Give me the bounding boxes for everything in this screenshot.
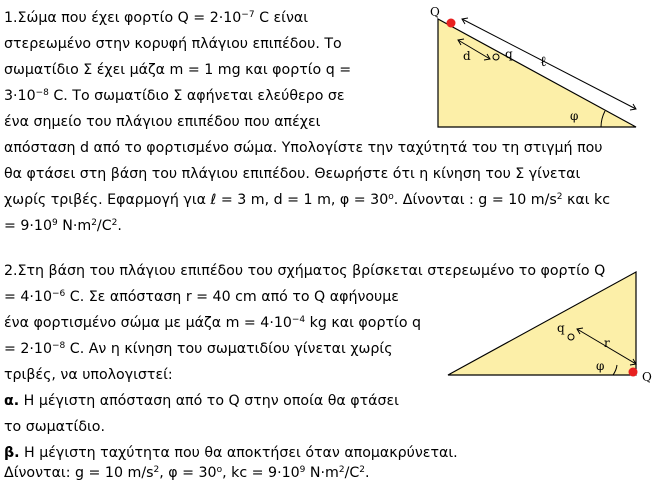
label-r: r <box>604 336 610 350</box>
label-Q-1: Q <box>430 5 440 19</box>
p1-line-5: ένα σημείο του πλάγιου επιπέδου που απέχει <box>4 114 321 130</box>
p2-line-6: α. Η μέγιστη απόσταση από το Q στην οποία θα φτάσει <box>4 393 399 409</box>
label-q-2: q <box>557 321 565 335</box>
label-l: ℓ <box>540 54 547 70</box>
incline-2-triangle <box>448 272 636 375</box>
p2-line-8: β. Η μέγιστη ταχύτητα που θα αποκτήσει όταν απομακρύνεται. <box>4 445 458 461</box>
p2-line-2: = $4\cdot 10^{-6}$ C. Σε απόσταση r = 40 cm από το Q αφήνουμε <box>4 289 399 305</box>
label-d: d <box>463 49 471 63</box>
p1-line-3: σωματίδιο Σ έχει μάζα m = 1 mg και φορτίο q = <box>4 62 352 78</box>
p2-line-1: 2.Στη βάση του πλάγιου επιπέδου του σχήματος βρίσκεται στερεωμένο το φορτίο Q <box>4 263 606 279</box>
p2-line-7: το σωματίδιο. <box>4 419 105 435</box>
p1-line-8: χωρίς τριβές. Εφαρμογή για ℓ = 3 m, d = 1 m, $\varphi = 30^o$. Δίνονται : g = 10 $m/s^2$ και kc <box>4 192 611 208</box>
label-q-1: q <box>505 47 513 61</box>
charge-Q-2 <box>629 368 638 377</box>
p1-line-6: απόσταση d από το φορτισμένο σώμα. Υπολογίστε την ταχύτητά του τη στιγμή που <box>4 140 603 156</box>
p1-line-2: στερεωμένο στην κορυφή πλάγιου επιπέδου. Το <box>4 36 342 52</box>
label-phi-1: φ <box>570 109 579 123</box>
p1-line-4: $3\cdot 10^{-8}$ C. Το σωματίδιο Σ αφήνεται ελεύθερο σε <box>4 88 345 104</box>
p1-line-1: 1.Σώμα που έχει φορτίο $Q = 2\cdot 10^{-7}$ C είναι <box>4 10 309 26</box>
label-Q-2: Q <box>642 370 652 384</box>
p2-line-3: ένα φορτισμένο σώμα με μάζα $m = 4\cdot 10^{-4}$ kg και φορτίο q <box>4 315 422 331</box>
label-phi-2: φ <box>596 359 605 373</box>
p2-line-4: = $2\cdot 10^{-8}$ C. Αν η κίνηση του σωματιδίου γίνεται χωρίς <box>4 341 393 357</box>
p2-line-5: τριβές, να υπολογιστεί: <box>4 367 173 383</box>
p1-line-7: θα φτάσει στη βάση του πλάγιου επιπέδου. Θεωρήστε ότι η κίνηση του Σ γίνεται <box>4 166 581 182</box>
p1-line-9: = $9\cdot 10^9$ $N\cdot m^2/C^2$. <box>4 218 122 234</box>
p2-line-9: Δίνονται: g = 10 $m/s^2$, $\varphi = 30^o$, kc = $9\cdot 10^9$ $N\cdot m^2/C^2$. <box>4 465 370 481</box>
